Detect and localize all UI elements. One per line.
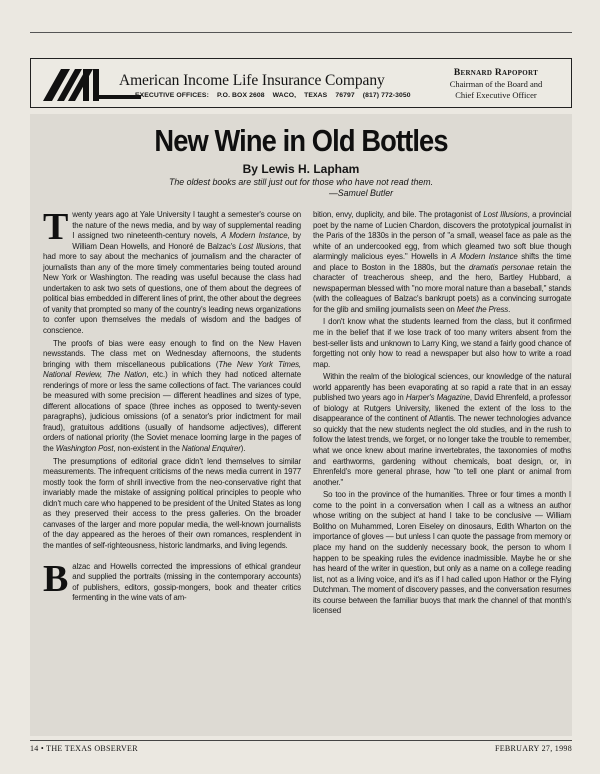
paragraph: I don't know what the students learned from the class, but it confirmed me in the belief that if we lose track of too many writers absent from the best-seller lists and unknown to Larry King, we stand a fairly good chance of forgetting not only how to read a newspaper but also how to write a road map.: [313, 317, 571, 369]
article-column-right: [313, 210, 571, 619]
paragraph: Balzac and Howells corrected the impressions of ethical grandeur and supplied the portraits (missing in the contemporary accounts) of publishers, editors, gossip-mongers, book and theater critics fermenting in the wine vats of am-: [43, 557, 301, 603]
epigraph-quote: The oldest books are still just out for those who have not read them.: [168, 177, 434, 187]
article-column-left: [43, 206, 301, 606]
ad-executive: [431, 68, 561, 101]
ad-company-name: American Income Life Insurance Company: [119, 72, 385, 89]
ad-exec-title-line1: Chairman of the Board and: [449, 79, 543, 89]
drop-cap: B: [43, 557, 69, 600]
top-rule: [30, 32, 572, 33]
paragraph: The proofs of bias were easy enough to find on the New Haven newsstands. The class met on Wednesday afternoons, the students bringing with them miscellaneous publications (The New York Times, National Review, The Nation, etc.) in which they had noticed alternate renderings of more or less the same collections of fact. The variances could be measured with some precision — different headlines and sizes of type, different allocations of space (three inches as opposed to twenty-seven paragraphs), judicious omissions (of a senator's prior indictment for mail fraud), gratuitous additions (usually of handsome adjectives), different orders of national priority (the Soviet menace looming large in the pages of the Washington Post, non-existent in the National Enquirer).: [43, 338, 301, 454]
paragraph: Within the realm of the biological sciences, our knowledge of the natural world apparently has been evaporating at so rapid a rate that in an essay published two years ago in Harper's Magazine, David Ehrenfeld, a professor of biology at Rutgers University, likened the extent of the loss to the disappearance of the continent of Atlantis. The newer technologies advance so quickly that the new students neglect the old studies, and in the rush to follow the latest trends, we forget, or no longer take the trouble to remember, what we once knew about marine invertebrates, the taxonomies of moths and earthworms, gardening without chemicals, boat design, or, in Ehrenfeld's more general phrase, how "to tell one plant or animal from another.": [313, 372, 571, 487]
ad-exec-title-line2: Chief Executive Officer: [455, 90, 537, 100]
page-footer-date: FEBRUARY 27, 1998: [494, 744, 572, 753]
footer-rule: [30, 740, 572, 741]
drop-cap: T: [43, 206, 69, 248]
epigraph-attribution: —Samuel Butler: [328, 188, 394, 198]
article-byline: By Lewis H. Lapham: [242, 162, 360, 176]
article-headline: New Wine in Old Bottles: [154, 123, 448, 158]
ad-office-address: EXECUTIVE OFFICES: P.O. BOX 2608 WACO, TEXAS 76797 (817) 772-3050: [135, 92, 411, 99]
paragraph: Twenty years ago at Yale University I taught a semester's course on the nature of the news media, and by way of supplemental reading I assigned two nineteenth-century novels, A Modern Instance, by William Dean Howells, and Honoré de Balzac's Lost Illusions, that had more to say about the mechanics of journalism and the character of journalists than any of the more timely commentaries being touted around New York or Washington. The reading was useful because the class had undertaken to ask two sets of questions, one of them about the degrees of political bias embedded in different lines of print, the other about the degrees of vanity that prompted so many of the country's leading news organizations to confer upon themselves the medals of wisdom and the badges of conscience.: [43, 206, 301, 336]
page-footer-publication: 14 • THE TEXAS OBSERVER: [30, 744, 138, 753]
ad-exec-name: Bernard Rapoport: [453, 68, 539, 78]
paragraph: So too in the province of the humanities. Three or four times a month I come to the point in a conversation when I call as a witness an author whose writing on the subject at hand I take to be conclusive — William Bolitho on Muhammed, Loren Eiseley on dinosaurs, Edith Wharton on the importance of gloves — but unless I can quote the passage from memory or place my hand on the suddenly necessary book, the person to whom I happen to be speaking rules the evidence inadmissible. Maybe he or she has heard of the writer in question, but only as a name on a college reading list, not as a living voice, and it's as if I had called upon Hathor or the Flying Dutchman. The moment of discovery passes, and the conversation resumes its course between the familiar buoys that mark the channel of that month's licensed: [313, 490, 571, 616]
article-epigraph: [30, 177, 572, 199]
advertisement-banner: [30, 58, 572, 108]
article-box: [30, 114, 572, 736]
paragraph: bition, envy, duplicity, and bile. The protagonist of Lost Illusions, a provincial poet by the name of Lucien Chardon, discovers the prototypical journalist in the Paris of the 1830s in the person of "a small, weasel face as pale as the white of an undercooked egg, from which gleamed two soft blue though alarmingly malicious eyes." Howells in A Modern Instance shifts the time and place to Boston in the 1880s, but the dramatis personae retain the character of treacherous sheep, and the hero, Bartley Hubbard, a newspaperman blessed with "no more moral nature than a baseball," stands (with the colleagues of Balzac's bankrupt poets) as a convincing surrogate for the glib and smiling journalists seen on Meet the Press.: [313, 210, 572, 314]
paragraph: The presumptions of editorial grace didn't lend themselves to similar measurements. The infrequent criticisms of the news media current in 1977 mostly took the form of shrill invective from the neo-conservative right that invariably made the mistake of assigning political principles to people who didn't much care who happened to be president of the United States as long as they preserved their access to the press galleries. On the broader canvases of the larger and more popular media, the well-known journalists of the day appeared as the heroes of their own romances, resplendent in the mantles of self-righteousness, historic landmarks, and living legends.: [43, 456, 301, 550]
